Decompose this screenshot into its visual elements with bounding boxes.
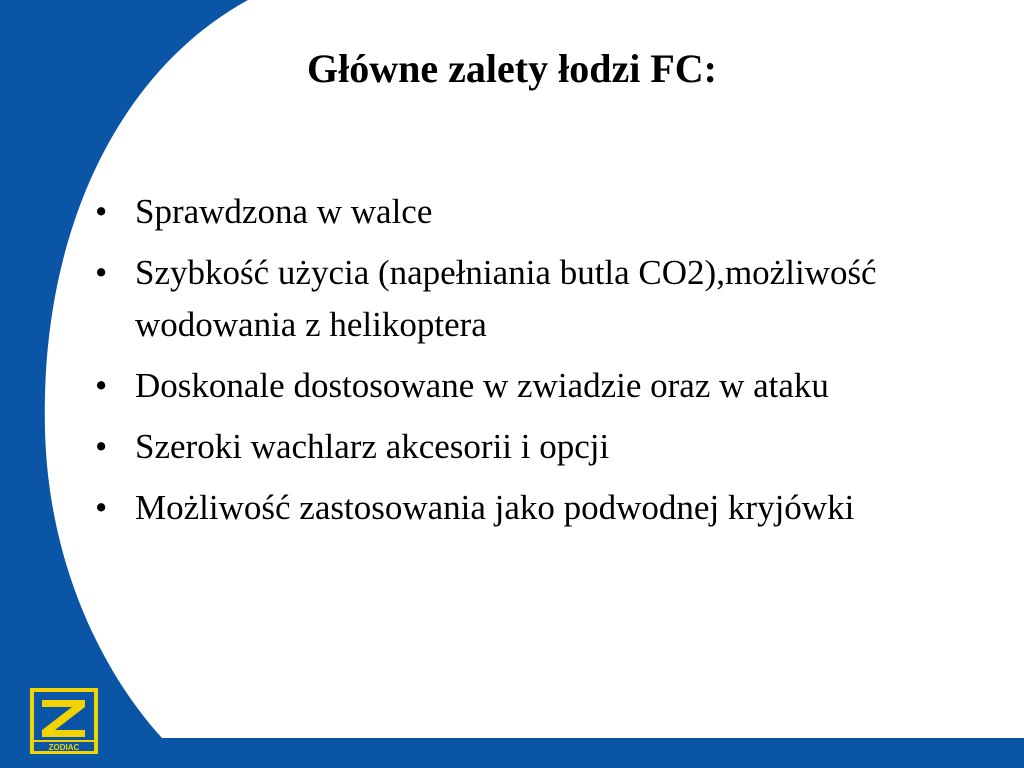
bullet-dot: •: [95, 427, 108, 466]
bullet-text: Doskonale dostosowane w zwiadzie oraz w ataku: [135, 366, 829, 405]
bullet-text: Możliwość zastosowania jako podwodnej kryjówki: [135, 488, 855, 527]
zodiac-logo: [30, 688, 98, 754]
bullet-text: Szeroki wachlarz akcesorii i opcji: [135, 427, 610, 466]
bullet-item: [93, 247, 953, 351]
bullet-item: [93, 360, 953, 412]
bullet-dot: •: [95, 488, 108, 527]
bullet-dot: •: [95, 192, 108, 231]
bullet-item: [93, 482, 953, 534]
logo-wordmark: ZODIAC: [48, 743, 80, 752]
bullet-list: [93, 186, 953, 543]
bullet-dot: •: [95, 253, 108, 292]
bullet-item: [93, 421, 953, 473]
bullet-text: Sprawdzona w walce: [135, 192, 433, 231]
bullet-dot: •: [95, 366, 108, 405]
slide-title: Główne zalety łodzi FC:: [307, 46, 717, 91]
bullet-item: [93, 186, 953, 238]
bullet-text: Szybkość użycia (napełniania butla CO2),możliwość wodowania z helikoptera: [135, 253, 877, 344]
